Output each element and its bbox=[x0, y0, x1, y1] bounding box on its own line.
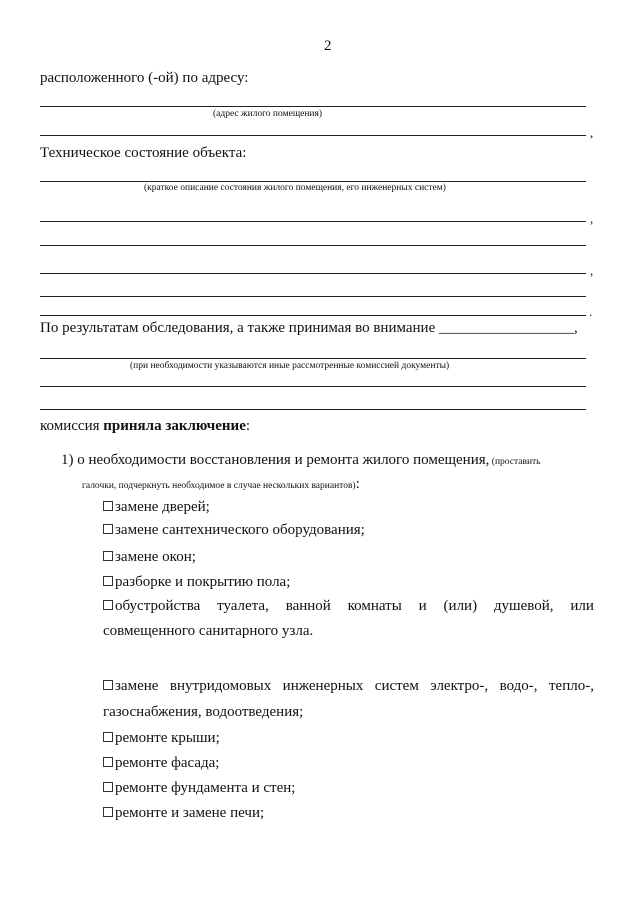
page-number: 2 bbox=[324, 38, 332, 54]
option-systems-word: замене bbox=[103, 678, 158, 695]
results-prefix: По результатам обследования, а также принимая во внимание bbox=[40, 320, 436, 336]
tech-state-line-5 bbox=[40, 296, 586, 297]
option-systems-word: электро-, bbox=[430, 678, 489, 694]
option-systems-word: внутридомовых bbox=[169, 678, 272, 694]
tech-state-label: Техническое состояние объекта: bbox=[40, 145, 247, 161]
tech-state-comma-1: , bbox=[590, 211, 594, 226]
tech-state-line-2 bbox=[40, 221, 586, 222]
address-line-1 bbox=[40, 106, 586, 107]
checkbox-icon[interactable] bbox=[103, 757, 113, 767]
checkbox-icon[interactable] bbox=[103, 576, 113, 586]
option-doors[interactable] bbox=[103, 499, 210, 516]
option-toilet-word: и bbox=[418, 598, 427, 614]
option-foundation[interactable] bbox=[103, 780, 295, 797]
item1-note-b-end: : bbox=[355, 476, 360, 492]
commission-suffix: : bbox=[245, 418, 251, 434]
address-line-2 bbox=[40, 135, 586, 136]
option-toilet-word: душевой, bbox=[493, 598, 554, 614]
address-intro: расположенного (-ой) по адресу: bbox=[40, 70, 249, 86]
item1-number: 1) bbox=[61, 452, 74, 468]
item1-note-a: (проставить bbox=[489, 457, 541, 467]
item1-note-line bbox=[82, 475, 360, 493]
option-toilet-line2: совмещенного санитарного узла. bbox=[103, 623, 314, 639]
tech-state-period: . bbox=[589, 304, 593, 319]
option-toilet-word: (или) bbox=[443, 598, 478, 614]
checkbox-icon[interactable] bbox=[103, 807, 113, 817]
results-blank: __________________, bbox=[435, 320, 578, 336]
option-windows[interactable] bbox=[103, 549, 196, 566]
address-comma: , bbox=[590, 125, 594, 140]
option-facade-label: ремонте фасада; bbox=[115, 755, 220, 771]
tech-state-line-3 bbox=[40, 245, 586, 246]
tech-state-line-6 bbox=[40, 315, 586, 316]
option-systems-word: водо-, bbox=[499, 678, 538, 694]
option-systems-line2: газоснабжения, водоотведения; bbox=[103, 704, 304, 720]
option-toilet[interactable] bbox=[103, 598, 594, 615]
option-toilet-word: обустройства bbox=[103, 598, 200, 615]
option-plumbing[interactable] bbox=[103, 522, 365, 539]
option-floor-label: разборке и покрытию пола; bbox=[115, 574, 291, 590]
option-roof[interactable] bbox=[103, 730, 220, 747]
checkbox-icon[interactable] bbox=[103, 524, 113, 534]
results-line-1 bbox=[40, 358, 586, 359]
checkbox-icon[interactable] bbox=[103, 501, 113, 511]
option-systems[interactable] bbox=[103, 678, 594, 695]
option-systems-word: тепло-, bbox=[548, 678, 594, 694]
option-facade[interactable] bbox=[103, 755, 219, 772]
item1-note-b: галочки, подчеркнуть необходимое в случае нескольких вариантов) bbox=[82, 481, 356, 491]
option-foundation-label: ремонте фундамента и стен; bbox=[115, 780, 296, 796]
address-caption: (адрес жилого помещения) bbox=[213, 109, 323, 119]
option-plumbing-label: замене сантехнического оборудования; bbox=[115, 522, 365, 538]
item1-text: о необходимости восстановления и ремонта жилого помещения, bbox=[77, 452, 490, 468]
checkbox-icon[interactable] bbox=[103, 680, 113, 690]
results-caption: (при необходимости указываются иные рассмотренные комиссией документы) bbox=[130, 361, 450, 371]
option-stove[interactable] bbox=[103, 805, 264, 822]
option-systems-word: систем bbox=[374, 678, 419, 694]
results-line bbox=[40, 320, 578, 337]
item1-line bbox=[61, 452, 541, 469]
option-toilet-word: комнаты bbox=[347, 598, 402, 614]
checkbox-icon[interactable] bbox=[103, 732, 113, 742]
checkbox-icon[interactable] bbox=[103, 782, 113, 792]
option-floor[interactable] bbox=[103, 574, 290, 591]
checkbox-icon[interactable] bbox=[103, 551, 113, 561]
option-toilet-word: или bbox=[570, 598, 594, 614]
option-toilet-word: туалета, bbox=[217, 598, 269, 614]
results-line-2 bbox=[40, 386, 586, 387]
tech-state-line-4 bbox=[40, 273, 586, 274]
commission-conclusion bbox=[40, 418, 250, 435]
tech-state-comma-2: , bbox=[590, 263, 594, 278]
option-roof-label: ремонте крыши; bbox=[115, 730, 220, 746]
option-windows-label: замене окон; bbox=[115, 549, 196, 565]
tech-state-caption: (краткое описание состояния жилого помещения, его инженерных систем) bbox=[144, 183, 446, 193]
option-toilet-word: ванной bbox=[285, 598, 331, 614]
commission-prefix: комиссия bbox=[40, 418, 104, 434]
tech-state-line-1 bbox=[40, 181, 586, 182]
option-stove-label: ремонте и замене печи; bbox=[115, 805, 265, 821]
commission-bold: приняла заключение bbox=[103, 418, 246, 434]
results-line-3 bbox=[40, 409, 586, 410]
option-doors-label: замене дверей; bbox=[115, 499, 210, 515]
option-systems-word: инженерных bbox=[282, 678, 364, 694]
checkbox-icon[interactable] bbox=[103, 600, 113, 610]
